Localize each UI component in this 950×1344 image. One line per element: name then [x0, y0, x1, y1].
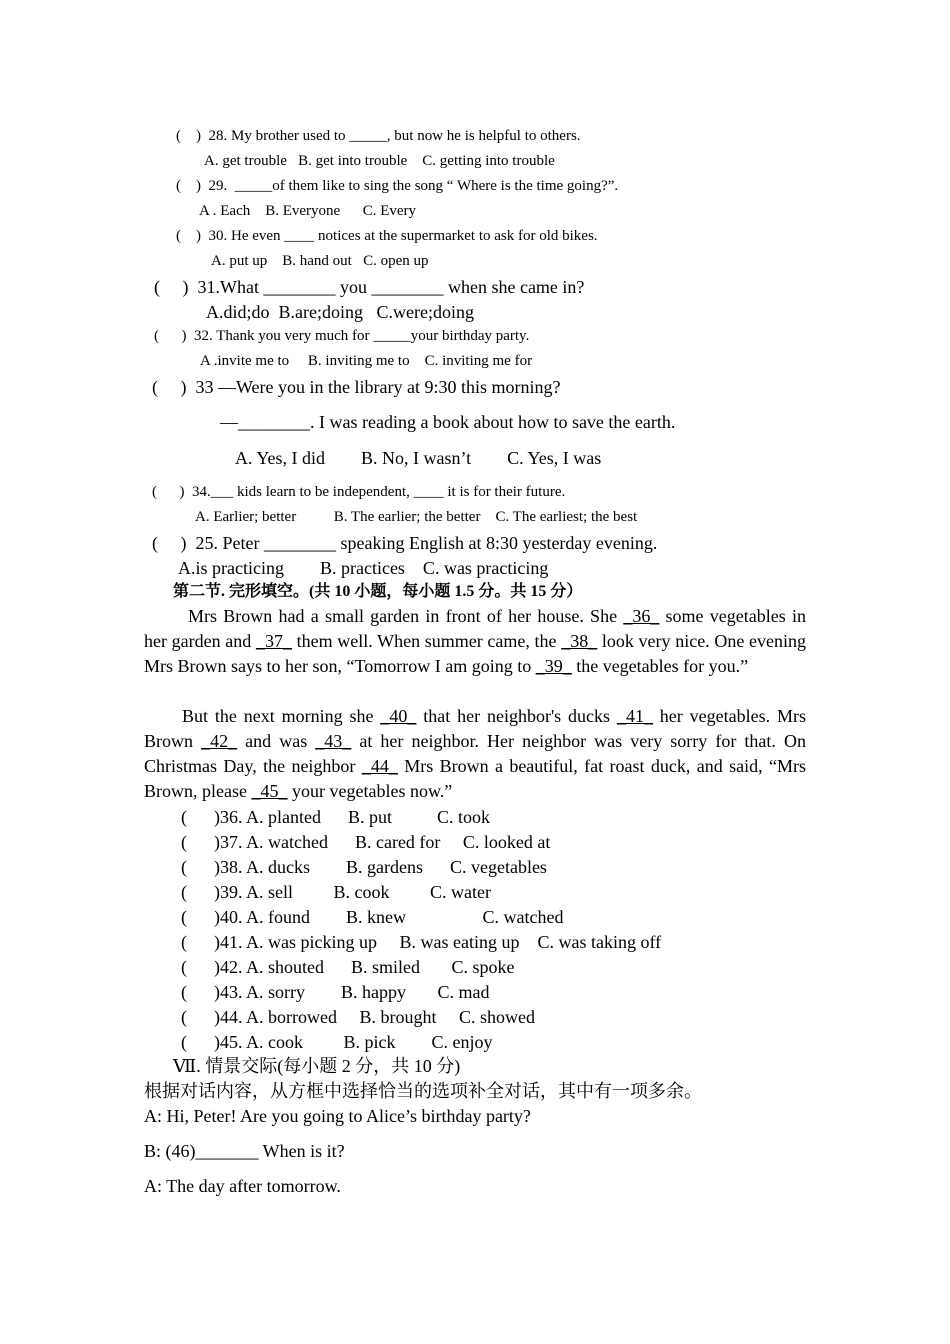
choice-42: ( )42. A. shouted B. smiled C. spoke — [181, 957, 515, 977]
q25-stem: ( ) 25. Peter ________ speaking English at 8:30 yesterday evening. — [152, 533, 658, 553]
q33-stem: ( ) 33 —Were you in the library at 9:30 this morning? — [152, 377, 561, 397]
dialogue-line-1: A: Hi, Peter! Are you going to Alice’s birthday party? — [144, 1106, 531, 1126]
choice-44: ( )44. A. borrowed B. brought C. showed — [181, 1007, 535, 1027]
dialogue-line-2: B: (46)_______ When is it? — [144, 1141, 345, 1161]
p2-text: But the next morning she — [182, 706, 381, 726]
q25-options: A.is practicing B. practices C. was practicing — [178, 558, 549, 578]
q30-stem: ( ) 30. He even ____ notices at the supermarket to ask for old bikes. — [176, 228, 598, 244]
cloze-paragraph-1 — [144, 604, 806, 679]
choice-39: ( )39. A. sell B. cook C. water — [181, 882, 491, 902]
q32-options: A .invite me to B. inviting me to C. inviting me for — [200, 353, 533, 369]
p1-text: them well. When summer came, the — [291, 631, 562, 651]
q29-stem: ( ) 29. _____of them like to sing the song “ Where is the time going?”. — [176, 178, 619, 194]
p1-text: look very nice. One evening Mrs Brown says to her son, “Tomorrow I am going to — [144, 631, 806, 676]
choice-41: ( )41. A. was picking up B. was eating up C. was taking off — [181, 932, 662, 952]
choice-45: ( )45. A. cook B. pick C. enjoy — [181, 1032, 493, 1052]
p2-text: Mrs Brown a beautiful, fat roast duck, and said, “Mrs Brown, please — [144, 756, 806, 801]
choice-37: ( )37. A. watched B. cared for C. looked at — [181, 832, 551, 852]
blank-42: _42_ — [201, 731, 238, 751]
dialogue-line-3: A: The day after tomorrow. — [144, 1176, 341, 1196]
cloze-heading: 第二节. 完形填空。(共 10 小题，每小题 1.5 分。共 15 分） — [173, 583, 583, 600]
p2-text: your vegetables now.” — [287, 781, 453, 801]
p2-text: that her neighbor's ducks — [416, 706, 617, 726]
choice-40: ( )40. A. found B. knew C. watched — [181, 907, 564, 927]
q31-options: A.did;do B.are;doing C.were;doing — [206, 302, 474, 322]
blank-37: _37_ — [255, 631, 292, 651]
choice-36: ( )36. A. planted B. put C. took — [181, 807, 490, 827]
q34-stem: ( ) 34.___ kids learn to be independent, ____ it is for their future. — [152, 484, 566, 500]
p2-text: at her neighbor. Her neighbor was very sorry for that. On Christmas Day, the neighbor — [144, 731, 807, 776]
blank-45: _45_ — [251, 781, 288, 801]
blank-44: _44_ — [361, 756, 398, 776]
blank-38: _38_ — [561, 631, 598, 651]
q28-options: A. get trouble B. get into trouble C. getting into trouble — [204, 153, 555, 169]
choice-43: ( )43. A. sorry B. happy C. mad — [181, 982, 490, 1002]
blank-43: _43_ — [315, 731, 352, 751]
q34-options: A. Earlier; better B. The earlier; the better C. The earliest; the best — [195, 509, 638, 525]
choice-38: ( )38. A. ducks B. gardens C. vegetables — [181, 857, 547, 877]
section7-instruction: 根据对话内容，从方框中选择恰当的选项补全对话，其中有一项多余。 — [144, 1081, 702, 1101]
section7-heading: Ⅶ. 情景交际(每小题 2 分，共 10 分) — [173, 1056, 461, 1076]
cloze-paragraph-2 — [144, 704, 806, 804]
q32-stem: ( ) 32. Thank you very much for _____your birthday party. — [154, 328, 530, 344]
blank-39: _39_ — [535, 656, 572, 676]
q33-options: A. Yes, I did B. No, I wasn’t C. Yes, I was — [235, 448, 602, 468]
blank-41: _41_ — [616, 706, 653, 726]
q33-answer: —________. I was reading a book about how to save the earth. — [220, 412, 676, 432]
q29-options: A . Each B. Everyone C. Every — [199, 203, 417, 219]
p1-text: Mrs Brown had a small garden in front of her house. She — [188, 606, 624, 626]
q28-stem: ( ) 28. My brother used to _____, but now he is helpful to others. — [176, 128, 581, 144]
blank-36: _36_ — [623, 606, 660, 626]
q31-stem: ( ) 31.What ________ you ________ when she came in? — [154, 277, 585, 297]
p1-text: some vegetables in her garden and — [144, 606, 806, 651]
q30-options: A. put up B. hand out C. open up — [211, 253, 429, 269]
p1-text: the vegetables for you.” — [571, 656, 749, 676]
p2-text: her vegetables. Mrs Brown — [144, 706, 807, 751]
p2-text: and was — [237, 731, 316, 751]
blank-40: _40_ — [380, 706, 417, 726]
